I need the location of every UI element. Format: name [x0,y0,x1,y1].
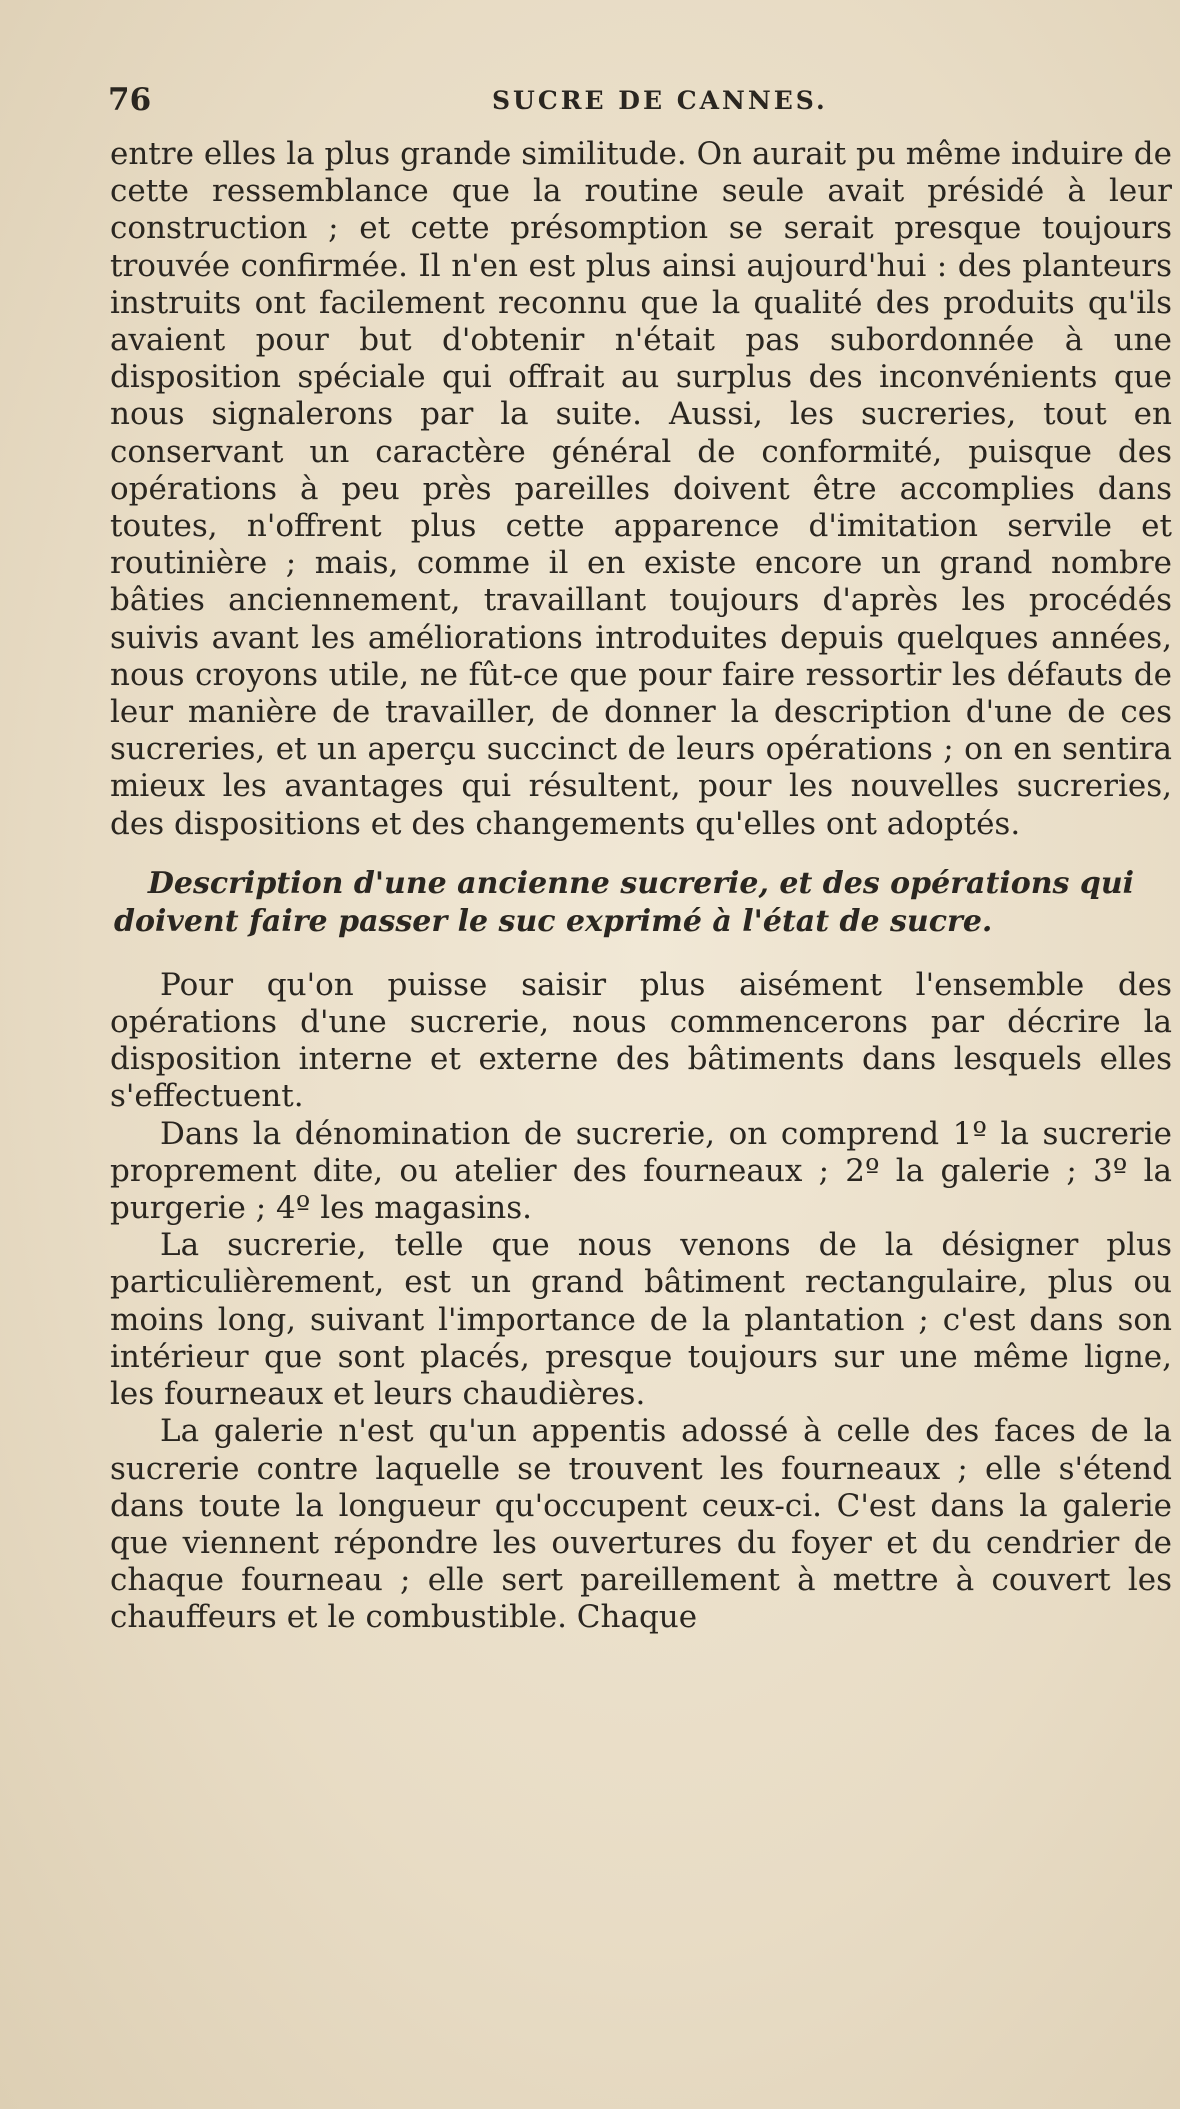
paragraph: Pour qu'on puisse saisir plus aisément l'ensemble des opérations d'une sucrerie, nous commencerons par décrire la disposition interne et externe des bâtiments dans lesquels elles s'effectuent. [110,966,1172,1115]
page-number: 76 [108,82,152,118]
paragraph: Dans la dénomination de sucrerie, on comprend 1º la sucrerie proprement dite, ou atelier des fourneaux ; 2º la galerie ; 3º la purgerie ; 4º les magasins. [110,1115,1172,1227]
paragraph: La sucrerie, telle que nous venons de la désigner plus particulièrement, est un grand bâtiment rectangulaire, plus ou moins long, suivant l'importance de la plantation ; c'est dans son intérieur que sont placés, presque toujours sur une même ligne, les fourneaux et leurs chaudières. [110,1227,1172,1413]
running-head: SUCRE DE CANNES. [492,86,828,115]
paragraph-continuation: entre elles la plus grande similitude. On aurait pu même induire de cette ressemblance que la routine seule avait présidé à leur construction ; et cette présomption se serait presque toujours trouvée confirmée. Il n'en est plus ainsi aujourd'hui : des planteurs instruits ont facilement reconnu que la qualité des produits qu'ils avaient pour but d'obtenir n'était pas subordonnée à une disposition spéciale qui offrait au surplus des inconvénients que nous signalerons par la suite. Aussi, les sucreries, tout en conservant un caractère général de conformité, puisque des opérations à peu près pareilles doivent être accomplies dans toutes, n'offrent plus cette apparence d'imitation servile et routinière ; mais, comme il en existe encore un grand nombre bâties anciennement, travaillant toujours d'après les procédés suivis avant les améliorations introduites depuis quelques années, nous croyons utile, ne fût-ce que pour faire ressortir les défauts de leur manière de travailler, de donner la description d'une de ces sucreries, et un aperçu succinct de leurs opérations ; on en sentira mieux les avantages qui résultent, pour les nouvelles sucreries, des dispositions et des changements qu'elles ont adoptés. [110,136,1172,842]
paragraph: La galerie n'est qu'un appentis adossé à celle des faces de la sucrerie contre laquelle se trouvent les fourneaux ; elle s'étend dans toute la longueur qu'occupent ceux-ci. C'est dans la galerie que viennent répondre les ouvertures du foyer et du cendrier de chaque fourneau ; elle sert pareillement à mettre à couvert les chauffeurs et le combustible. Chaque [110,1413,1172,1636]
body-text [110,136,1172,1637]
page-header [108,82,1140,122]
section-title: Description d'une ancienne sucrerie, et des opérations qui doivent faire passer le suc exprimé à l'état de sucre. [114,865,1135,939]
